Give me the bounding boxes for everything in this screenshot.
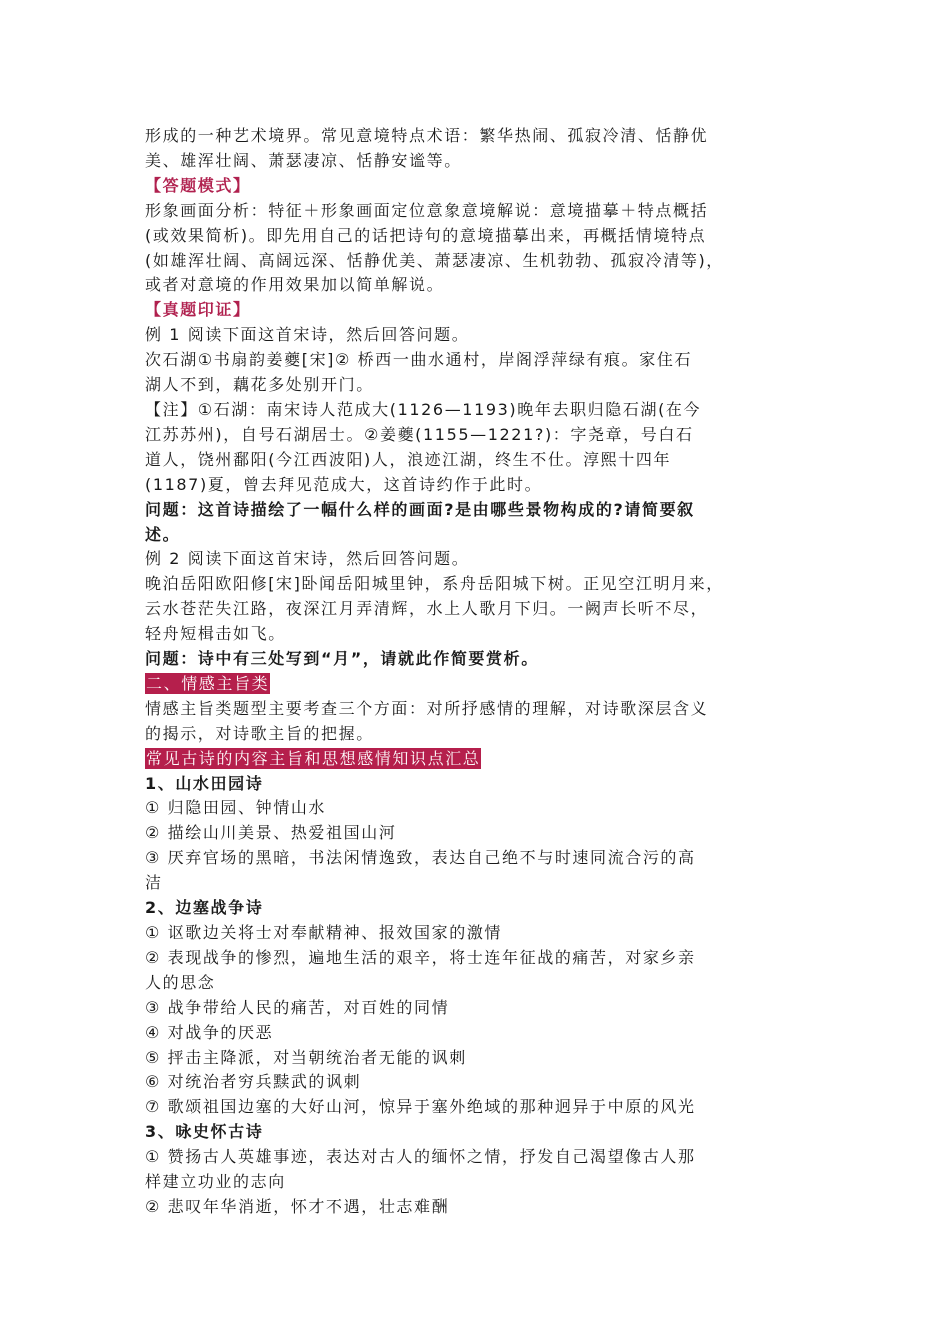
poem-line: 轻舟短楫击如飞。 [145, 624, 286, 644]
list-item: 样建立功业的志向 [145, 1172, 286, 1192]
list-item: ⑤ 抨击主降派，对当朝统治者无能的讽刺 [145, 1047, 467, 1067]
body-line: (如雄浑壮阔、高阔远深、恬静优美、萧瑟凄凉、生机勃勃、孤寂冷清等)， [145, 250, 724, 270]
list-item: ② 悲叹年华消逝，怀才不遇，壮志难酬 [145, 1196, 450, 1216]
list-item: ③ 战争带给人民的痛苦，对百姓的同情 [145, 997, 450, 1017]
list-item: ② 表现战争的惨烈，遍地生活的艰辛，将士连年征战的痛苦，对家乡亲 [145, 947, 696, 967]
subheading-frontier-poems: 2、边塞战争诗 [145, 898, 264, 918]
question-line: 问题：诗中有三处写到“月”，请就此作简要赏析。 [145, 649, 539, 669]
list-item: ① 归隐田园、钟情山水 [145, 798, 327, 818]
list-item: ⑦ 歌颂祖国边塞的大好山河，惊异于塞外绝域的那种迥异于中原的风光 [145, 1097, 696, 1117]
question-line: 问题：这首诗描绘了一幅什么样的画面?是由哪些景物构成的?请简要叙 [145, 499, 695, 519]
list-item: ① 讴歌边关将士对奉献精神、报效国家的激情 [145, 923, 503, 942]
poem-line: 云水苍茫失江路，夜深江月弄清辉，水上人歌月下归。一阙声长听不尽， [145, 599, 709, 619]
body-line: 情感主旨类题型主要考查三个方面：对所抒感情的理解，对诗歌深层含义 [145, 698, 709, 718]
note-line: 【注】①石湖：南宋诗人范成大(1126—1193)晚年去职归隐石湖(在今 [145, 399, 702, 419]
note-line: 江苏苏州)，自号石湖居士。②姜夔(1155—1221?)：字尧章，号白石 [145, 424, 694, 444]
body-line: 形成的一种艺术境界。常见意境特点术语：繁华热闹、孤寂冷清、恬静优 [145, 126, 709, 145]
list-item: ② 描绘山川美景、热爱祖国山河 [145, 823, 397, 843]
section-heading-exam-proof: 【真题印证】 [145, 300, 251, 320]
body-line: 美、雄浑壮阔、萧瑟凄凉、恬静安谧等。 [145, 150, 462, 170]
poem-line: 晚泊岳阳欧阳修[宋]卧闻岳阳城里钟，系舟岳阳城下树。正见空江明月来， [145, 574, 724, 594]
section-heading-answer-mode: 【答题模式】 [145, 175, 251, 195]
poem-line: 次石湖①书扇韵姜夔[宋]② 桥西一曲水通村，岸阁浮萍绿有痕。家住石 [145, 350, 693, 370]
note-line: (1187)夏，曾去拜见范成大，这首诗约作于此时。 [145, 474, 543, 494]
list-item: ① 赞扬古人英雄事迹，表达对古人的缅怀之情，抒发自己渴望像古人那 [145, 1147, 696, 1167]
body-line: 形象画面分析：特征＋形象画面定位意象意境解说：意境描摹＋特点概括 [145, 200, 709, 220]
list-item: ⑥ 对统治者穷兵黩武的讽刺 [145, 1072, 362, 1092]
list-item: 洁 [145, 873, 163, 893]
poem-line: 湖人不到，藕花多处别开门。 [145, 375, 374, 395]
example-intro: 例 1 阅读下面这首宋诗，然后回答问题。 [145, 325, 470, 345]
section-heading-summary: 常见古诗的内容主旨和思想感情知识点汇总 [146, 748, 481, 768]
subheading-history-poems: 3、咏史怀古诗 [145, 1122, 264, 1142]
subheading-landscape-poems: 1、山水田园诗 [145, 773, 264, 793]
list-item: ④ 对战争的厌恶 [145, 1022, 274, 1042]
note-line: 道人，饶州鄱阳(今江西波阳)人，浪迹江湖，终生不仕。淳熙十四年 [145, 449, 672, 469]
body-line: 的揭示，对诗歌主旨的把握。 [145, 723, 374, 743]
question-line: 述。 [145, 524, 181, 544]
section-heading-emotion: 二、情感主旨类 [146, 673, 270, 693]
example-intro: 例 2 阅读下面这首宋诗，然后回答问题。 [145, 549, 470, 569]
list-item: ③ 厌弃官场的黑暗，书法闲情逸致，表达自己绝不与时速同流合污的高 [145, 848, 696, 868]
body-line: 或者对意境的作用效果加以简单解说。 [145, 275, 445, 295]
document-page [145, 124, 815, 1220]
body-line: (或效果简析)。即先用自己的话把诗句的意境描摹出来，再概括情境特点 [145, 225, 707, 245]
list-item: 人的思念 [145, 972, 216, 992]
